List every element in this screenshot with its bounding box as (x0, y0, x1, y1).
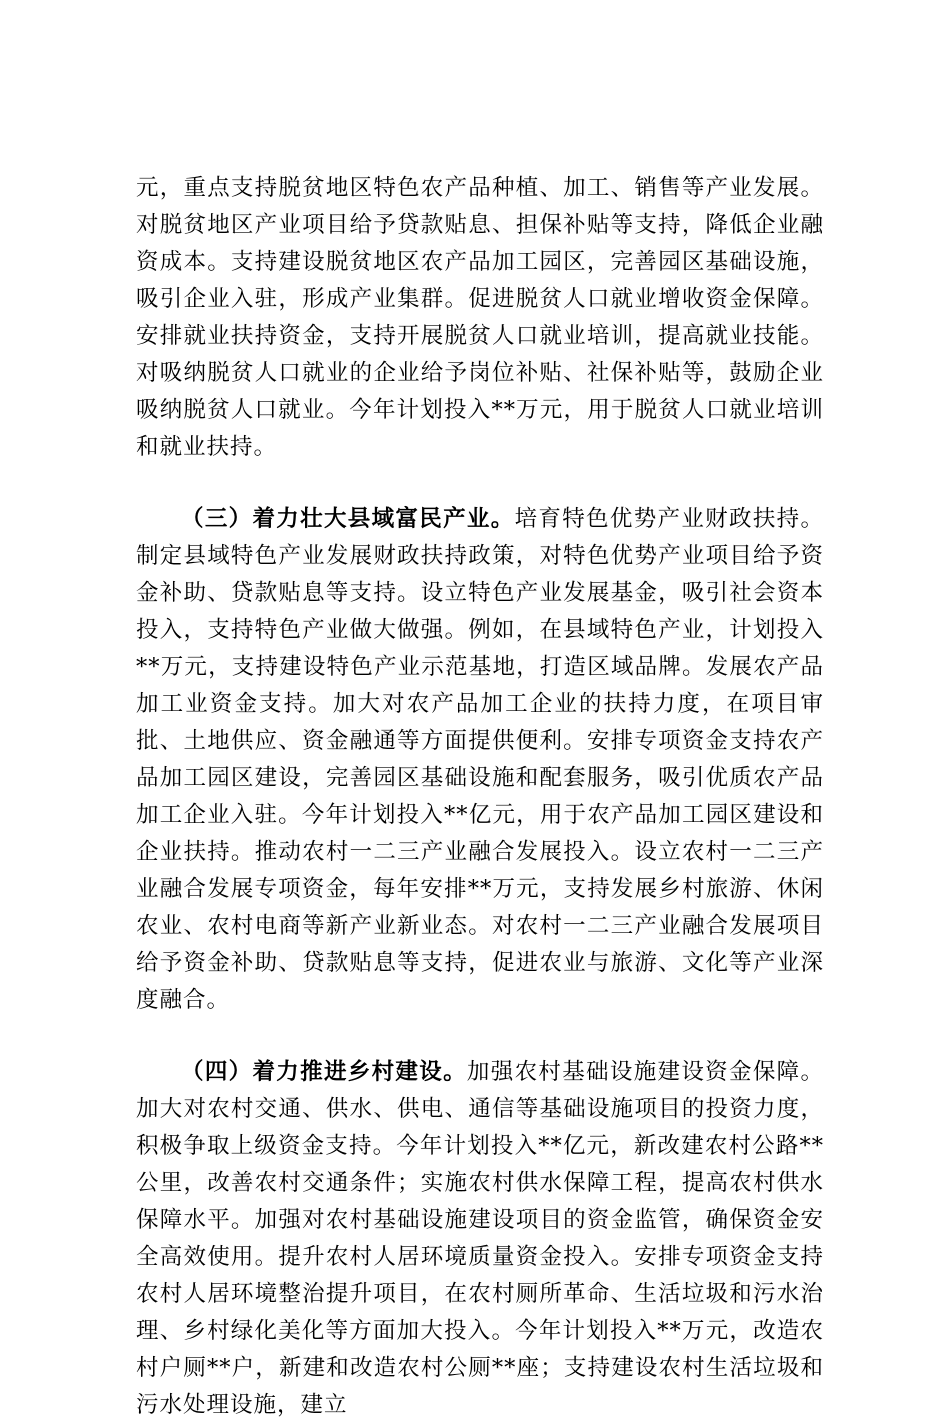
paragraph-1 (136, 170, 824, 466)
section-heading-4: （四）着力推进乡村建设。 (181, 1059, 467, 1085)
paragraph-3 (136, 1054, 824, 1424)
section-heading-3: （三）着力壮大县域富民产业。 (181, 506, 515, 532)
paragraph-gap (136, 466, 824, 501)
paragraph-1-body: 元，重点支持脱贫地区特色农产品种植、加工、销售等产业发展。对脱贫地区产业项目给予贷款贴息、担保补贴等支持，降低企业融资成本。支持建设脱贫地区农产品加工园区，完善园区基础设施，吸引企业入驻，形成产业集群。促进脱贫人口就业增收资金保障。安排就业扶持资金，支持开展脱贫人口就业培训，提高就业技能。对吸纳脱贫人口就业的企业给予岗位补贴、社保补贴等，鼓励企业吸纳脱贫人口就业。今年计划投入**万元，用于脱贫人口就业培训和就业扶持。 (136, 175, 824, 460)
paragraph-2-body: 培育特色优势产业财政扶持。制定县域特色产业发展财政扶持政策，对特色优势产业项目给予资金补助、贷款贴息等支持。设立特色产业发展基金，吸引社会资本投入，支持特色产业做大做强。例如，在县域特色产业，计划投入**万元，支持建设特色产业示范基地，打造区域品牌。发展农产品加工业资金支持。加大对农产品加工企业的扶持力度，在项目审批、土地供应、资金融通等方面提供便利。安排专项资金支持农产品加工园区建设，完善园区基础设施和配套服务，吸引优质农产品加工企业入驻。今年计划投入**亿元，用于农产品加工园区建设和企业扶持。推动农村一二三产业融合发展投入。设立农村一二三产业融合发展专项资金，每年安排**万元，支持发展乡村旅游、休闲农业、农村电商等新产业新业态。对农村一二三产业融合发展项目给予资金补助、贷款贴息等支持，促进农业与旅游、文化等产业深度融合。 (136, 506, 824, 1013)
paragraph-gap (136, 1019, 824, 1054)
paragraph-2 (136, 501, 824, 1019)
paragraph-3-body: 加强农村基础设施建设资金保障。加大对农村交通、供水、供电、通信等基础设施项目的投资力度，积极争取上级资金支持。今年计划投入**亿元，新改建农村公路**公里，改善农村交通条件；实施农村供水保障工程，提高农村供水保障水平。加强对农村基础设施建设项目的资金监管，确保资金安全高效使用。提升农村人居环境质量资金投入。安排专项资金支持农村人居环境整治提升项目，在农村厕所革命、生活垃圾和污水治理、乡村绿化美化等方面加大投入。今年计划投入**万元，改造农村户厕**户，新建和改造农村公厕**座；支持建设农村生活垃圾和污水处理设施，建立 (136, 1059, 824, 1418)
